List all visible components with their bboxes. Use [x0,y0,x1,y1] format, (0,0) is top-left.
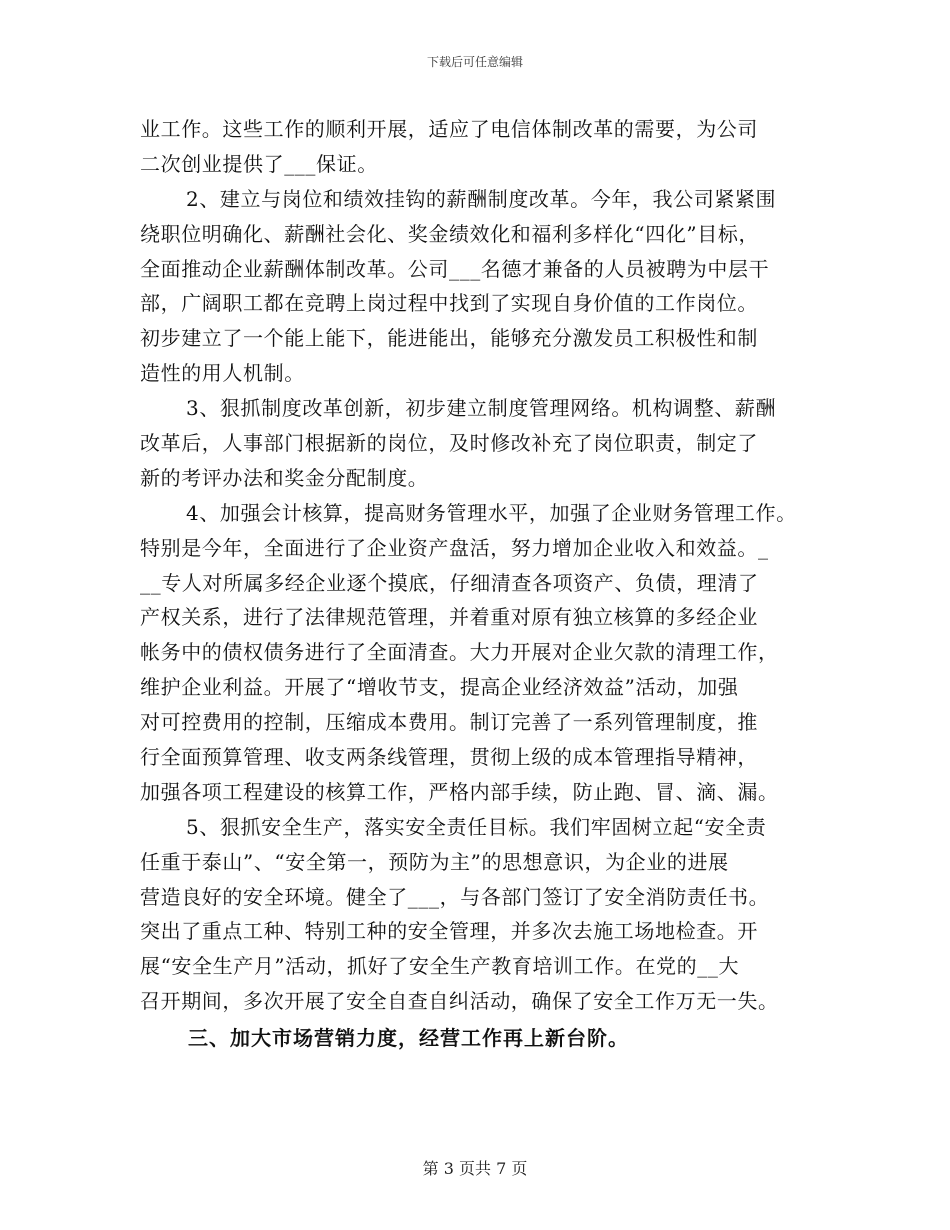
body-line: 展“安全生产月”活动，抓好了安全生产教育培训工作。在党的__大 [140,954,740,979]
body-line: 行全面预算管理、收支两条线管理，贯彻上级的成本管理指导精神， [140,745,758,770]
section-heading: 三、加大市场营销力度，经营工作再上新台阶。 [188,1026,629,1051]
body-line: 造性的用人机制。 [140,361,305,386]
body-line: 部，广阔职工都在竞聘上岗过程中找到了实现自身价值的工作岗位。 [140,291,758,316]
body-line: 营造良好的安全环境。健全了___，与各部门签订了安全消防责任书。 [140,884,770,909]
body-line: 帐务中的债权债务进行了全面清查。大力开展对企业欠款的清理工作， [140,640,779,665]
body-line: 业工作。这些工作的顺利开展，适应了电信体制改革的需要，为公司 [140,117,758,141]
body-line: 召开期间，多次开展了安全自查自纠活动，确保了安全工作万无一失。 [140,989,779,1014]
paragraph-start-line: 3、狠抓制度改革创新，初步建立制度管理网络。机构调整、薪酬 [186,396,777,421]
body-line: 二次创业提供了___保证。 [140,151,378,176]
body-line: 全面推动企业薪酬体制改革。公司___名德才兼备的人员被聘为中层干 [140,256,770,281]
body-line: 改革后，人事部门根据新的岗位，及时修改补充了岗位职责，制定了 [140,431,758,456]
body-line: 加强各项工程建设的核算工作，严格内部手续，防止跑、冒、滴、漏。 [140,779,779,804]
paragraph-start-line: 5、狠抓安全生产，落实安全责任目标。我们牢固树立起“安全责 [186,814,767,839]
page-header: 下载后可任意编辑 [426,55,523,69]
body-line: 特别是今年，全面进行了企业资产盘活，努力增加企业收入和效益。_ [140,535,769,560]
body-line: 产权关系，进行了法律规范管理，并着重对原有独立核算的多经企业 [140,605,758,630]
body-line: 任重于泰山”、“安全第一，预防为主”的思想意识，为企业的进展 [140,849,729,874]
body-line: 新的考评办法和奖金分配制度。 [140,465,429,490]
page-footer: 第 3 页共 7 页 [422,1159,528,1178]
body-line: 对可控费用的控制，压缩成本费用。制订完善了一系列管理制度，推 [140,710,758,735]
paragraph-start-line: 4、加强会计核算，提高财务管理水平，加强了企业财务管理工作。 [186,500,797,525]
body-line: __专人对所属多经企业逐个摸底，仔细清查各项资产、负债，理清了 [140,570,759,595]
body-line: 初步建立了一个能上能下，能进能出，能够充分激发员工积极性和制 [140,326,758,351]
document-body [140,112,830,1056]
body-line: 绕职位明确化、薪酬社会化、奖金绩效化和福利多样化“四化”目标， [140,221,760,246]
body-line: 突出了重点工种、特别工种的安全管理，并多次去施工场地检查。开 [140,919,758,944]
paragraph-start-line: 2、建立与岗位和绩效挂钩的薪酬制度改革。今年，我公司紧紧围 [186,186,777,211]
body-line: 维护企业利益。开展了“增收节支，提高企业经济效益”活动，加强 [140,675,739,700]
